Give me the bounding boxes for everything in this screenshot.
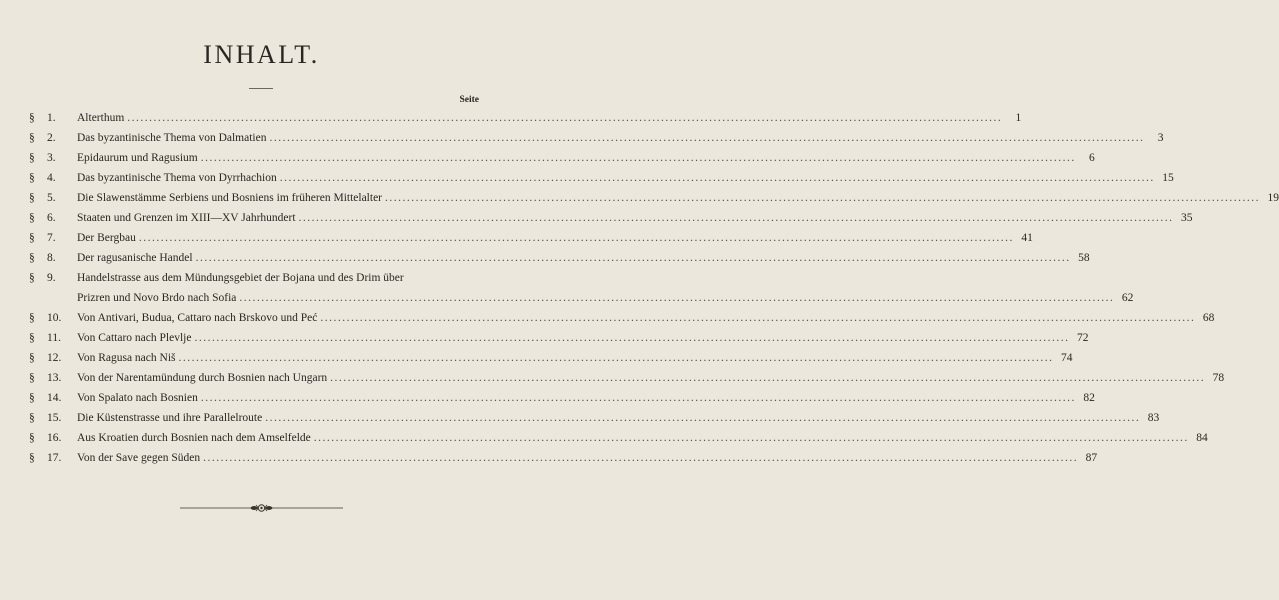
section-title-continued: Prizren und Novo Brdo nach Sofia [77, 292, 237, 304]
page-number: 84 [1196, 432, 1208, 444]
table-of-contents [29, 108, 1279, 468]
section-title: Von Antivari, Budua, Cattaro nach Brskovo und Peć [77, 312, 318, 324]
section-title: Die Küstenstrasse und ihre Parallelroute [77, 412, 263, 424]
section-sign: § [29, 252, 35, 264]
toc-entry[interactable] [29, 188, 1279, 208]
dot-leader: ........................................................................................................................................................................................................ [320, 312, 1196, 324]
page-number: 15 [1162, 172, 1174, 184]
toc-entry[interactable] [29, 428, 1208, 448]
section-number: 7. [47, 232, 56, 244]
section-sign: § [29, 352, 35, 364]
page-number: 87 [1085, 452, 1098, 464]
toc-entry[interactable] [29, 308, 1215, 328]
page-title: INHALT. [203, 40, 320, 69]
section-title: Die Slawenstämme Serbiens und Bosniens im früheren Mittelalter [77, 192, 383, 204]
dot-leader: ........................................................................................................................................................................................................ [194, 332, 1070, 344]
section-sign: § [29, 332, 35, 344]
dot-leader: ........................................................................................................................................................................................................ [279, 172, 1155, 184]
section-title: Von Cattaro nach Plevlje [77, 332, 192, 344]
toc-entry[interactable] [29, 408, 1160, 428]
section-sign: § [29, 452, 35, 464]
page-number: 1 [1015, 112, 1022, 124]
section-number: 10. [47, 312, 62, 324]
section-sign: § [29, 392, 35, 404]
section-sign: § [29, 432, 35, 444]
dot-leader: ........................................................................................................................................................................................................ [313, 432, 1189, 444]
toc-entry[interactable] [29, 208, 1193, 228]
section-number: 17. [47, 452, 62, 464]
section-title: Staaten und Grenzen im XIII—XV Jahrhundert [77, 212, 296, 224]
section-number: 14. [47, 392, 62, 404]
section-sign: § [29, 172, 35, 184]
page-number: 68 [1202, 312, 1215, 324]
section-sign: § [29, 132, 35, 144]
ornament-divider [180, 501, 343, 515]
section-number: 2. [47, 132, 56, 144]
section-sign: § [29, 312, 35, 324]
section-title: Das byzantinische Thema von Dyrrhachion [77, 172, 277, 184]
dot-leader: ........................................................................................................................................................................................................ [203, 452, 1079, 464]
page-column-header: Seite [459, 95, 479, 105]
dot-leader: ........................................................................................................................................................................................................ [269, 132, 1145, 144]
page-number: 58 [1078, 252, 1090, 264]
toc-entry[interactable] [29, 108, 1022, 128]
section-title: Von der Narentamündung durch Bosnien nach Ungarn [77, 372, 328, 384]
toc-entry[interactable] [29, 388, 1095, 408]
toc-entry[interactable] [29, 128, 1164, 148]
section-number: 9. [47, 272, 56, 284]
section-title: Von der Save gegen Süden [77, 452, 201, 464]
section-sign: § [29, 232, 35, 244]
dot-leader: ........................................................................................................................................................................................................ [178, 352, 1054, 364]
page-number: 72 [1076, 332, 1089, 344]
section-sign: § [29, 112, 35, 124]
toc-entry[interactable] [29, 248, 1090, 268]
dot-leader: ........................................................................................................................................................................................................ [330, 372, 1206, 384]
toc-entry[interactable] [29, 328, 1089, 348]
toc-entry[interactable] [29, 448, 1098, 468]
section-sign: § [29, 152, 35, 164]
toc-entry[interactable] [29, 168, 1174, 188]
section-number: 1. [47, 112, 56, 124]
page-number: 19 [1267, 192, 1279, 204]
section-number: 15. [47, 412, 62, 424]
section-number: 4. [47, 172, 56, 184]
dot-leader: ........................................................................................................................................................................................................ [239, 292, 1115, 304]
toc-entry[interactable] [29, 228, 1033, 248]
page-number: 78 [1212, 372, 1225, 384]
toc-entry[interactable] [29, 368, 1225, 388]
toc-entry[interactable] [29, 268, 1134, 308]
section-number: 12. [47, 352, 62, 364]
section-sign: § [29, 272, 35, 284]
page-number: 6 [1089, 152, 1095, 164]
section-sign: § [29, 412, 35, 424]
section-number: 11. [47, 332, 61, 344]
dot-leader: ........................................................................................................................................................................................................ [200, 392, 1076, 404]
dot-leader: ........................................................................................................................................................................................................ [385, 192, 1261, 204]
section-sign: § [29, 372, 35, 384]
section-title: Von Ragusa nach Niš [77, 352, 176, 364]
section-sign: § [29, 192, 35, 204]
page-number: 35 [1181, 212, 1193, 224]
dot-leader: ........................................................................................................................................................................................................ [127, 112, 1003, 124]
section-title: Epidaurum und Ragusium [77, 152, 198, 164]
section-number: 16. [47, 432, 62, 444]
page-number: 3 [1157, 132, 1164, 144]
page-number: 83 [1147, 412, 1160, 424]
dot-leader: ........................................................................................................................................................................................................ [298, 212, 1174, 224]
page-number: 74 [1061, 352, 1073, 364]
page-number: 82 [1083, 392, 1095, 404]
section-title: Von Spalato nach Bosnien [77, 392, 198, 404]
section-number: 8. [47, 252, 56, 264]
section-number: 3. [47, 152, 56, 164]
dot-leader: ........................................................................................................................................................................................................ [138, 232, 1014, 244]
toc-entry[interactable] [29, 348, 1073, 368]
section-title: Alterthum [77, 112, 125, 124]
dot-leader: ........................................................................................................................................................................................................ [200, 152, 1076, 164]
page-number: 62 [1121, 292, 1134, 304]
section-title: Der ragusanische Handel [77, 252, 193, 264]
section-sign: § [29, 212, 35, 224]
section-title: Aus Kroatien durch Bosnien nach dem Amselfelde [77, 432, 311, 444]
page-number: 41 [1021, 232, 1033, 244]
section-title: Handelstrasse aus dem Mündungsgebiet der Bojana und des Drim über [77, 272, 404, 284]
title-rule [249, 88, 273, 89]
section-title: Das byzantinische Thema von Dalmatien [77, 132, 267, 144]
section-title: Der Bergbau [77, 232, 136, 244]
section-number: 5. [47, 192, 56, 204]
toc-entry[interactable] [29, 148, 1095, 168]
section-number: 13. [47, 372, 62, 384]
section-number: 6. [47, 212, 56, 224]
dot-leader: ........................................................................................................................................................................................................ [265, 412, 1141, 424]
dot-leader: ........................................................................................................................................................................................................ [195, 252, 1071, 264]
